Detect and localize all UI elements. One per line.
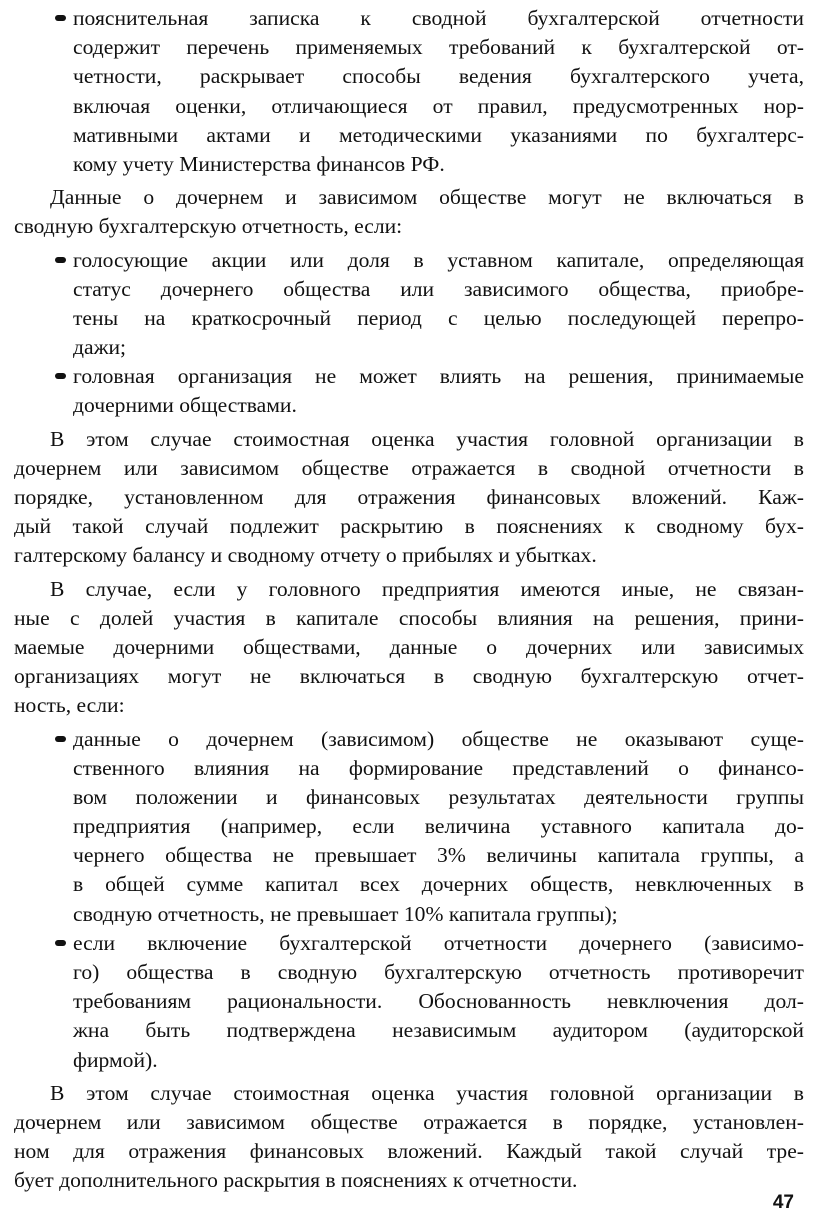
bullet-icon xyxy=(54,929,68,958)
text-line xyxy=(14,362,804,391)
text-line xyxy=(14,725,804,754)
text-line xyxy=(14,246,804,275)
text-line-content: содержит перечень применяемых требований к бухгалтерской от- xyxy=(73,35,804,60)
text-line-content: в общей сумме капитал всех дочерних обществ, невключенных в xyxy=(73,872,804,897)
text-line-content: головная организация не может влиять на решения, принимаемые xyxy=(73,364,804,389)
text-line xyxy=(14,987,804,1016)
text-line xyxy=(14,304,804,333)
text-line xyxy=(14,929,804,958)
text-line-content: данные о дочернем (зависимом) обществе не оказывают суще- xyxy=(73,726,804,751)
bullet-icon xyxy=(54,246,68,275)
text-line-content: фирмой). xyxy=(73,1047,158,1072)
text-line xyxy=(14,900,804,929)
text-line-content: ность, если: xyxy=(14,693,125,718)
text-line xyxy=(14,1046,804,1075)
text-line xyxy=(14,1079,804,1108)
text-line xyxy=(14,604,804,633)
text-line-content: ственного влияния на формирование представлений о финансо- xyxy=(73,755,804,780)
text-line xyxy=(14,754,804,783)
bullet-icon xyxy=(54,4,68,33)
text-line-content: маемые дочерними обществами, данные о дочерних или зависимых xyxy=(14,634,804,659)
page-number: 47 xyxy=(772,1192,794,1213)
text-line xyxy=(14,121,804,150)
text-line xyxy=(14,1166,804,1195)
text-line-content: дажи; xyxy=(73,335,127,360)
text-line xyxy=(14,662,804,691)
text-line xyxy=(14,512,804,541)
text-line xyxy=(14,454,804,483)
text-line xyxy=(14,541,804,570)
text-line-content: дочернем или зависимом обществе отражается в порядке, установлен- xyxy=(14,1109,804,1134)
text-line-content: тены на краткосрочный период с целью последующей перепро- xyxy=(73,305,804,330)
paragraph xyxy=(14,425,804,571)
text-line-content: мативными актами и методическими указаниями по бухгалтерс- xyxy=(73,122,804,147)
text-line-content: организациях могут не включаться в сводную бухгалтерскую отчет- xyxy=(14,664,804,689)
text-line-content: сводную отчетность, не превышает 10% капитала группы); xyxy=(73,901,618,926)
text-line-content: дочернем или зависимом обществе отражается в сводной отчетности в xyxy=(14,455,804,480)
text-line xyxy=(14,783,804,812)
text-line-content: вом положении и финансовых результатах деятельности группы xyxy=(73,784,804,809)
paragraph xyxy=(14,183,804,241)
text-line-content: статус дочернего общества или зависимого общества, приобре- xyxy=(73,276,804,301)
text-line-content: сводную бухгалтерскую отчетность, если: xyxy=(14,214,403,239)
text-line xyxy=(14,333,804,362)
bullet-icon xyxy=(54,362,68,391)
paragraph xyxy=(14,1079,804,1196)
bullet-item xyxy=(14,362,804,420)
text-line xyxy=(14,1016,804,1045)
text-line xyxy=(14,841,804,870)
text-line-content: требованиям рациональности. Обоснованность невключения дол- xyxy=(73,989,804,1014)
text-line xyxy=(14,958,804,987)
text-line xyxy=(14,183,804,212)
bullet-item xyxy=(14,929,804,1075)
text-line-content: Данные о дочернем и зависимом обществе могут не включаться в xyxy=(50,185,804,210)
text-line xyxy=(14,4,804,33)
text-line-content: бует дополнительного раскрытия в пояснениях к отчетности. xyxy=(14,1168,578,1193)
text-line-content: В этом случае стоимостная оценка участия головной организации в xyxy=(50,426,804,451)
text-line-content: включая оценки, отличающиеся от правил, предусмотренных нор- xyxy=(73,93,804,118)
text-line xyxy=(14,1137,804,1166)
text-line-content: В случае, если у головного предприятия имеются иные, не связан- xyxy=(50,576,804,601)
text-line-content: ные с долей участия в капитале способы влияния на решения, прини- xyxy=(14,605,804,630)
text-line xyxy=(14,212,804,241)
text-line xyxy=(14,1108,804,1137)
text-line xyxy=(14,92,804,121)
text-line-content: четности, раскрывает способы ведения бухгалтерского учета, xyxy=(73,64,804,89)
bullet-item xyxy=(14,725,804,929)
text-line-content: ном для отражения финансовых вложений. Каждый такой случай тре- xyxy=(14,1139,804,1164)
text-line-content: голосующие акции или доля в уставном капитале, определяющая xyxy=(73,247,804,272)
text-line xyxy=(14,62,804,91)
text-line-content: пояснительная записка к сводной бухгалтерской отчетности xyxy=(73,6,804,30)
text-line-content: чернего общества не превышает 3% величины капитала группы, а xyxy=(73,843,804,868)
text-line-content: дочерними обществами. xyxy=(73,393,297,418)
text-line xyxy=(14,150,804,179)
text-line-content: го) общества в сводную бухгалтерскую отчетность противоречит xyxy=(73,960,804,984)
text-line-content: дый такой случай подлежит раскрытию в пояснениях к сводному бух- xyxy=(14,514,804,539)
text-line xyxy=(14,425,804,454)
bullet-item xyxy=(14,246,804,363)
text-line xyxy=(14,483,804,512)
paragraph xyxy=(14,575,804,721)
text-line xyxy=(14,575,804,604)
bullet-icon xyxy=(54,725,68,754)
text-line xyxy=(14,275,804,304)
text-line xyxy=(14,391,804,420)
text-line-content: если включение бухгалтерской отчетности дочернего (зависимо- xyxy=(73,930,804,955)
text-line-content: кому учету Министерства финансов РФ. xyxy=(73,151,445,176)
text-line xyxy=(14,633,804,662)
text-line-content: В этом случае стоимостная оценка участия головной организации в xyxy=(50,1080,804,1105)
text-line xyxy=(14,33,804,62)
text-line xyxy=(14,691,804,720)
text-line xyxy=(14,812,804,841)
text-line-content: жна быть подтверждена независимым аудитором (аудиторской xyxy=(73,1018,804,1043)
text-line-content: порядке, установленном для отражения финансовых вложений. Каж- xyxy=(14,485,804,509)
text-line xyxy=(14,870,804,899)
text-line-content: галтерскому балансу и сводному отчету о прибылях и убытках. xyxy=(14,543,597,568)
document-page xyxy=(14,4,804,1200)
bullet-item xyxy=(14,4,804,179)
text-line-content: предприятия (например, если величина уставного капитала до- xyxy=(73,814,804,839)
